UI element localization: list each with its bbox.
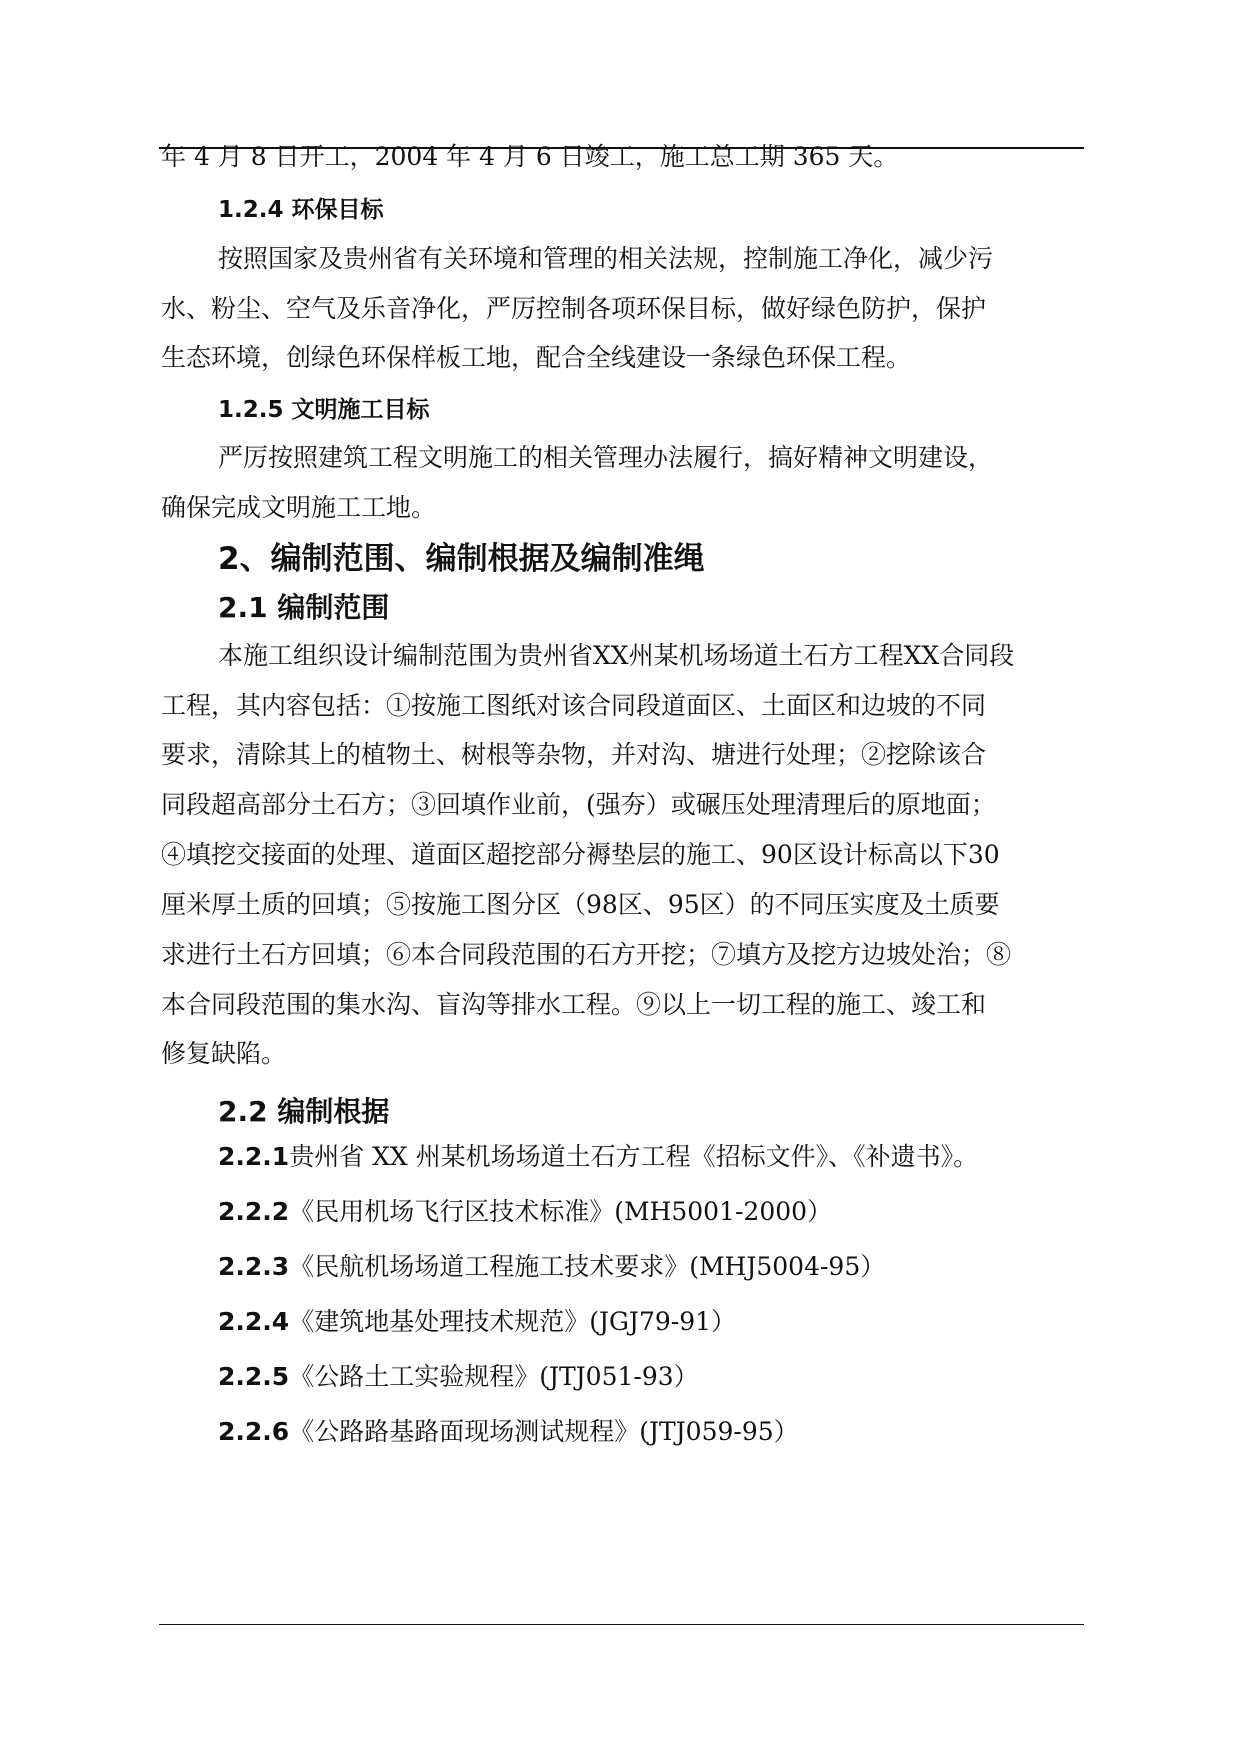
basis-item bbox=[218, 1417, 799, 1447]
basis-item-number: 2.2.3 bbox=[218, 1252, 290, 1281]
scope-paragraph-line: 修复缺陷。 bbox=[161, 1039, 287, 1068]
env-paragraph-line: 按照国家及贵州省有关环境和管理的相关法规，控制施工净化，减少污 bbox=[218, 244, 994, 273]
basis-heading: 2.2 编制根据 bbox=[218, 1095, 390, 1128]
scope-paragraph-line: 求进行土石方回填；⑥本合同段范围的石方开挖；⑦填方及挖方边坡处治；⑧ bbox=[161, 940, 1012, 969]
basis-item-number: 2.2.6 bbox=[218, 1417, 290, 1446]
basis-item-text: 《公路土工实验规程》(JTJ051-93） bbox=[289, 1362, 699, 1391]
basis-item-number: 2.2.5 bbox=[218, 1362, 290, 1391]
basis-item-text: 《公路路基路面现场测试规程》(JTJ059-95） bbox=[289, 1417, 799, 1446]
civil-heading: 1.2.5 文明施工目标 bbox=[218, 397, 430, 423]
civil-paragraph-line: 确保完成文明施工工地。 bbox=[161, 493, 437, 522]
scope-paragraph-line: 本施工组织设计编制范围为贵州省XX州某机场场道土石方工程XX合同段 bbox=[218, 641, 1015, 670]
scope-heading: 2.1 编制范围 bbox=[218, 591, 390, 624]
basis-item-number: 2.2.1 bbox=[218, 1142, 290, 1171]
env-paragraph-line: 生态环境，创绿色环保样板工地，配合全线建设一条绿色环保工程。 bbox=[161, 343, 912, 372]
scope-paragraph-line: 本合同段范围的集水沟、盲沟等排水工程。⑨以上一切工程的施工、竣工和 bbox=[161, 990, 987, 1019]
scope-paragraph-line: ④填挖交接面的处理、道面区超挖部分褥垫层的施工、90区设计标高以下30 bbox=[161, 840, 1000, 869]
scope-paragraph-line: 同段超高部分土石方；③回填作业前，(强夯）或碾压处理清理后的原地面； bbox=[161, 790, 996, 819]
scope-paragraph-line: 要求，清除其上的植物土、树根等杂物，并对沟、塘进行处理；②挖除该合 bbox=[161, 740, 987, 769]
basis-item-text: 《民用机场飞行区技术标准》(MH5001-2000） bbox=[289, 1197, 833, 1226]
basis-item bbox=[218, 1362, 699, 1392]
basis-item bbox=[218, 1197, 832, 1227]
scope-paragraph-line: 厘米厚土质的回填；⑤按施工图分区（98区、95区）的不同压实度及土质要 bbox=[161, 890, 1000, 919]
basis-item-text: 《建筑地基处理技术规范》(JGJ79-91） bbox=[289, 1307, 737, 1336]
civil-paragraph-line: 严厉按照建筑工程文明施工的相关管理办法履行，搞好精神文明建设， bbox=[218, 443, 994, 472]
basis-item-text: 贵州省 XX 州某机场场道土石方工程《招标文件》、《补遗书》。 bbox=[289, 1142, 979, 1171]
basis-item-number: 2.2.4 bbox=[218, 1307, 290, 1336]
env-heading: 1.2.4 环保目标 bbox=[218, 197, 384, 223]
basis-item-text: 《民航机场场道工程施工技术要求》(MHJ5004-95） bbox=[289, 1252, 886, 1281]
footer-rule bbox=[159, 1624, 1084, 1625]
basis-item bbox=[218, 1307, 736, 1337]
basis-item bbox=[218, 1252, 885, 1282]
env-paragraph-line: 水、粉尘、空气及乐音净化，严厉控制各项环保目标，做好绿色防护，保护 bbox=[161, 294, 987, 323]
chapter-heading: 2、编制范围、编制根据及编制准绳 bbox=[218, 541, 705, 577]
basis-item bbox=[218, 1142, 978, 1172]
basis-item-number: 2.2.2 bbox=[218, 1197, 290, 1226]
intro-line: 年 4 月 8 日开工，2004 年 4 月 6 日竣工，施工总工期 365 天。 bbox=[161, 142, 899, 171]
scope-paragraph-line: 工程，其内容包括：①按施工图纸对该合同段道面区、土面区和边坡的不同 bbox=[161, 691, 987, 720]
